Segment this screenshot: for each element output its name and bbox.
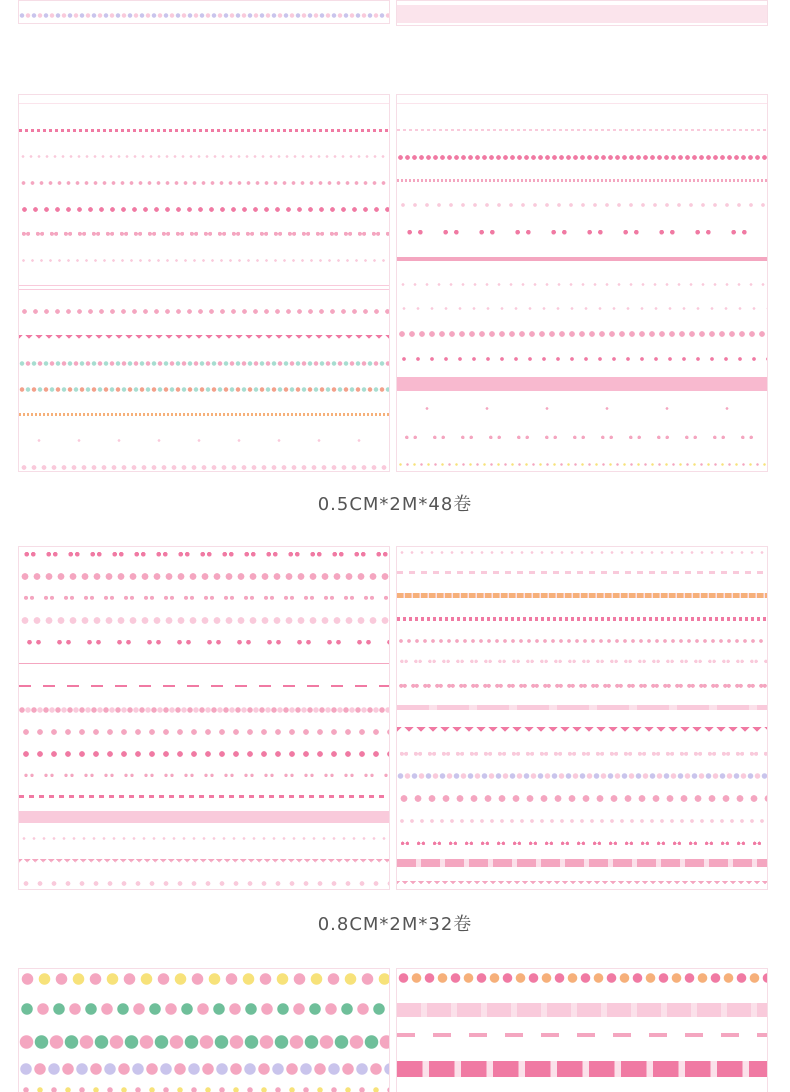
tape-pattern-strip <box>19 285 389 286</box>
tape-pattern-strip <box>397 229 767 237</box>
tape-pattern-strip <box>19 1087 389 1092</box>
tape-pattern-strip <box>397 881 767 886</box>
tape-pattern-strip <box>397 155 767 160</box>
washi-tape-panel-08cm-right <box>396 546 768 890</box>
tape-pattern-strip <box>19 1003 389 1015</box>
tape-pattern-strip <box>397 1033 767 1037</box>
tape-pattern-strip <box>397 795 767 802</box>
washi-tape-panel-05cm-left <box>18 94 390 472</box>
tape-size-caption-05cm: 0.5CM*2M*48卷 <box>317 494 473 515</box>
tape-pattern-strip <box>397 307 767 310</box>
tape-pattern-strip <box>19 707 389 713</box>
tape-pattern-strip <box>19 639 389 647</box>
tape-pattern-strip <box>19 685 389 687</box>
tape-pattern-strip <box>397 705 767 710</box>
tape-pattern-strip <box>19 617 389 624</box>
tape-pattern-strip <box>19 1035 389 1049</box>
tape-pattern-strip <box>397 129 767 131</box>
tape-pattern-strip <box>397 1061 767 1077</box>
tape-pattern-strip <box>397 659 767 665</box>
tape-pattern-strip <box>19 573 389 580</box>
washi-tape-panel-illustrated-left <box>18 968 390 1092</box>
washi-tape-panel-08cm-left <box>18 546 390 890</box>
tape-pattern-strip <box>19 259 389 262</box>
tape-pattern-strip <box>397 551 767 554</box>
tape-pattern-strip <box>19 881 389 886</box>
tape-pattern-strip <box>397 1003 767 1017</box>
tape-pattern-strip <box>19 439 389 442</box>
tape-pattern-strip <box>19 973 389 985</box>
tape-pattern-strip <box>397 841 767 847</box>
tape-pattern-strip <box>397 819 767 823</box>
tape-pattern-strip <box>397 257 767 261</box>
tape-pattern-strip <box>19 207 389 212</box>
tape-pattern-strip <box>19 663 389 664</box>
tape-pattern-strip <box>19 465 389 470</box>
tape-pattern-strip <box>397 463 767 466</box>
tape-pattern-strip <box>397 179 767 182</box>
tape-pattern-strip <box>397 727 767 733</box>
tape-pattern-strip <box>397 203 767 207</box>
tape-pattern-strip <box>397 593 767 598</box>
tape-pattern-strip <box>397 773 767 779</box>
tape-pattern-strip <box>19 309 389 314</box>
tape-pattern-strip <box>397 639 767 643</box>
tape-pattern-strip <box>397 5 767 23</box>
tape-pattern-strip <box>397 407 767 410</box>
tape-pattern-strip <box>397 683 767 690</box>
tape-pattern-strip <box>19 859 389 865</box>
tape-pattern-strip <box>19 551 389 559</box>
tape-pattern-strip <box>19 1063 389 1075</box>
washi-tape-sample-top-left <box>18 0 390 24</box>
tape-pattern-strip <box>397 331 767 337</box>
tape-pattern-strip <box>19 387 389 392</box>
washi-tape-panel-illustrated-right <box>396 968 768 1092</box>
tape-pattern-strip <box>19 751 389 757</box>
tape-pattern-strip <box>397 377 767 391</box>
washi-tape-panel-05cm-right <box>396 94 768 472</box>
tape-pattern-strip <box>19 103 389 104</box>
tape-pattern-strip <box>19 13 389 18</box>
tape-pattern-strip <box>19 837 389 840</box>
tape-pattern-strip <box>397 103 767 104</box>
tape-pattern-strip <box>19 155 389 158</box>
tape-size-caption-08cm: 0.8CM*2M*32卷 <box>317 914 473 935</box>
washi-tape-sample-top-right <box>396 0 768 26</box>
tape-pattern-strip <box>397 859 767 867</box>
tape-pattern-strip <box>397 357 767 361</box>
tape-pattern-strip <box>19 231 389 238</box>
tape-pattern-strip <box>397 435 767 441</box>
tape-pattern-strip <box>397 571 767 574</box>
tape-pattern-strip <box>19 413 389 416</box>
tape-pattern-strip <box>19 795 389 798</box>
tape-pattern-strip <box>19 181 389 185</box>
tape-pattern-strip <box>19 361 389 366</box>
tape-pattern-strip <box>397 751 767 758</box>
tape-pattern-strip <box>19 289 389 290</box>
tape-pattern-strip <box>19 773 389 779</box>
tape-pattern-strip <box>19 811 389 823</box>
tape-pattern-strip <box>397 617 767 621</box>
tape-pattern-strip <box>19 729 389 735</box>
tape-pattern-strip <box>19 129 389 132</box>
tape-pattern-strip <box>397 973 767 983</box>
tape-pattern-strip <box>397 283 767 286</box>
tape-pattern-strip <box>19 595 389 602</box>
tape-pattern-strip <box>19 335 389 340</box>
